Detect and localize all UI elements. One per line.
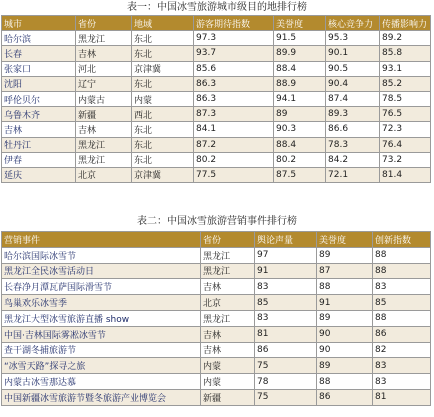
table-cell: 东北 [132,31,194,46]
table-cell: 83 [373,279,431,295]
table-cell: 内蒙古 [76,91,132,106]
table-cell: 黑龙江全民冰雪活动日 [2,263,201,279]
table-cell: 86 [317,389,373,405]
table-cell: 黑龙江 [76,152,132,167]
table-cell: 89 [317,310,373,326]
table-cell: 延庆 [2,167,76,182]
table-row [2,326,431,342]
table-cell: 85 [373,295,431,311]
table-row [2,46,431,61]
table-cell: 85.6 [194,61,274,76]
table-cell: 哈尔滨 [2,31,76,46]
table-cell: 新疆 [201,389,255,405]
col-header-influence: 传播影响力 [380,16,431,31]
table-cell: 76.5 [380,107,431,122]
table-cell: 86 [255,342,317,358]
table-cell: 吉林 [2,122,76,137]
table-cell: 河北 [76,61,132,76]
table-row [2,342,431,358]
col-header-innovation: 创新指数 [373,232,431,248]
table-cell: 伊春 [2,152,76,167]
col-header-competitiveness: 核心竞争力 [326,16,380,31]
table-cell: 黑龙江 [76,137,132,152]
table-cell: 查干湖冬捕旅游节 [2,342,201,358]
table-cell: 83 [373,358,431,374]
table-cell: 吉林 [201,279,255,295]
table-cell: 89.2 [380,31,431,46]
table-cell: 新疆 [76,107,132,122]
table-cell: 73.2 [380,152,431,167]
table-cell: 呼伦贝尔 [2,91,76,106]
table2-body [2,247,431,405]
table-cell: 75 [255,358,317,374]
table-cell: 95.3 [326,31,380,46]
table-cell: 哈尔滨国际冰雪节 [2,247,201,263]
table-row [2,295,431,311]
table-row [2,374,431,390]
table1-header-row [2,16,431,31]
table-cell: 76.4 [380,137,431,152]
table-cell: 97.3 [194,31,274,46]
table-cell: 93.7 [194,46,274,61]
table1-body [2,31,431,183]
table-cell: 87.3 [194,107,274,122]
table-cell: 黑龙江 [201,310,255,326]
table-cell: 88.4 [274,61,326,76]
table-cell: 张家口 [2,61,76,76]
table-cell: 内蒙 [201,358,255,374]
table-cell: 东北 [132,46,194,61]
table-cell: 京津冀 [132,61,194,76]
table2-header-row [2,232,431,248]
table-row [2,247,431,263]
table-cell: 86.6 [326,122,380,137]
table-cell: 72.3 [380,122,431,137]
table-cell: 黑龙江 [76,31,132,46]
table-cell: 91 [255,263,317,279]
table-cell: 内蒙 [201,374,255,390]
table-cell: 中国·吉林国际雾凇冰雪节 [2,326,201,342]
table-cell: 81 [255,326,317,342]
table-cell: 88 [373,263,431,279]
table1-caption: 表一：中国冰雪旅游城市级目的地排行榜 [127,2,307,13]
table-row [2,31,431,46]
table-row [2,279,431,295]
table-cell: 88 [317,279,373,295]
table-cell: 77.5 [194,167,274,182]
table-cell: 黑龙江 [201,263,255,279]
table-cell: “冰雪天路”探寻之旅 [2,358,201,374]
table-row [2,61,431,76]
table-row [2,122,431,137]
table-cell: 90.1 [326,46,380,61]
table-row [2,310,431,326]
table-cell: 东北 [132,122,194,137]
table-cell: 87.2 [194,137,274,152]
table-row [2,152,431,167]
col-header-reputation: 美誉度 [317,232,373,248]
table-cell: 吉林 [201,326,255,342]
table-cell: 86 [373,326,431,342]
table-cell: 88.4 [274,137,326,152]
table-cell: 87.4 [326,91,380,106]
col-header-volume: 舆论声量 [255,232,317,248]
table-cell: 89.9 [274,46,326,61]
table-cell: 长春净月潭瓦萨国际滑雪节 [2,279,201,295]
table2-caption: 表二：中国冰雪旅游营销事件排行榜 [137,216,297,227]
col-header-province: 省份 [76,16,132,31]
table-row [2,263,431,279]
table-cell: 吉林 [201,342,255,358]
table-cell: 88 [373,247,431,263]
table-cell: 东北 [132,152,194,167]
col-header-event: 营销事件 [2,232,201,248]
table-cell: 90 [317,342,373,358]
table-cell: 吉林 [76,46,132,61]
col-header-province: 省份 [201,232,255,248]
table-cell: 乌鲁木齐 [2,107,76,122]
table-cell: 78.5 [380,91,431,106]
table-cell: 83 [373,374,431,390]
city-ranking-table [1,15,431,183]
table-cell: 东北 [132,137,194,152]
table-cell: 97 [255,247,317,263]
table-row [2,389,431,405]
table-cell: 89.3 [326,107,380,122]
table-row [2,91,431,106]
table-cell: 83 [255,279,317,295]
table-cell: 长春 [2,46,76,61]
table-cell: 90 [317,326,373,342]
table-cell: 82 [373,342,431,358]
table-cell: 72.1 [326,167,380,182]
table-cell: 北京 [201,295,255,311]
table-cell: 88 [317,374,373,390]
table-cell: 84.1 [194,122,274,137]
table-row [2,76,431,91]
table-cell: 黑龙江 [201,247,255,263]
table-cell: 90.4 [326,76,380,91]
table-cell: 81.4 [380,167,431,182]
table-cell: 78 [255,374,317,390]
table-row [2,137,431,152]
table-cell: 京津冀 [132,167,194,182]
col-header-expectation: 游客期待指数 [194,16,274,31]
table-cell: 85.2 [380,76,431,91]
table-cell: 86.3 [194,76,274,91]
table-cell: 87 [317,263,373,279]
table-cell: 80.2 [194,152,274,167]
table-cell: 中国新疆冰雪旅游节暨冬旅游产业博览会 [2,389,201,405]
table-cell: 78.3 [326,137,380,152]
table-cell: 鸟巢欢乐冰雪季 [2,295,201,311]
table-cell: 牡丹江 [2,137,76,152]
table-cell: 85.8 [380,46,431,61]
table-cell: 内蒙 [132,91,194,106]
table-cell: 黑龙江大型冰雪旅游直播 show [2,310,201,326]
table-cell: 89 [317,247,373,263]
table-cell: 吉林 [76,122,132,137]
table-cell: 89 [274,107,326,122]
table-cell: 75 [255,389,317,405]
table-cell: 90.5 [326,61,380,76]
col-header-reputation: 美誉度 [274,16,326,31]
table-cell: 88 [373,310,431,326]
table-row [2,167,431,182]
table-cell: 89 [317,358,373,374]
table-cell: 91.5 [274,31,326,46]
table-cell: 94.1 [274,91,326,106]
marketing-event-ranking-table [1,231,431,406]
table-cell: 北京 [76,167,132,182]
table-cell: 81 [373,389,431,405]
table-cell: 91 [317,295,373,311]
table-cell: 80.2 [274,152,326,167]
table-cell: 沈阳 [2,76,76,91]
table-cell: 86.3 [194,91,274,106]
table-row [2,107,431,122]
table-cell: 93.1 [380,61,431,76]
table-cell: 84.2 [326,152,380,167]
col-header-region: 地域 [132,16,194,31]
table-cell: 88.9 [274,76,326,91]
col-header-city: 城市 [2,16,76,31]
table-cell: 西北 [132,107,194,122]
table-cell: 内蒙古冰雪那达慕 [2,374,201,390]
table-row [2,358,431,374]
table-cell: 辽宁 [76,76,132,91]
table-cell: 90.3 [274,122,326,137]
table-cell: 83 [255,310,317,326]
table-cell: 85 [255,295,317,311]
table-cell: 东北 [132,76,194,91]
table-cell: 87.5 [274,167,326,182]
